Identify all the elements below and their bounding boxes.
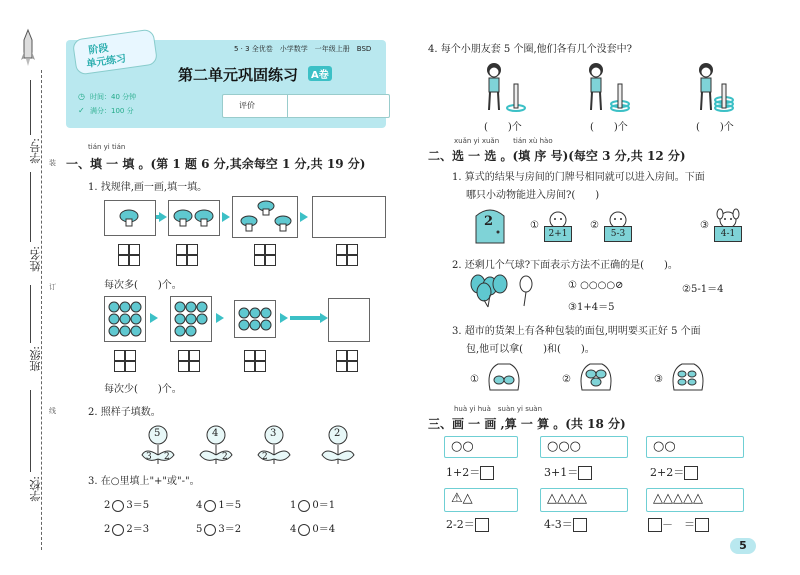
arrow-icon [150,313,158,323]
number-flower-3: 3 2 [254,425,294,465]
answer-grid[interactable] [118,244,140,266]
mushroom-icon [237,199,295,239]
student-id-label: 学号: [29,138,42,164]
s2q1-opt1-mark[interactable]: ① [530,220,539,231]
arrow-icon [222,212,230,222]
pinecone-icon [174,301,208,341]
school-line[interactable] [30,390,31,472]
animal-card-1[interactable]: 2+1 [544,208,572,244]
triangles-icon: △△△△△ [653,491,703,506]
expr-3: 2+2＝ [650,464,698,480]
number-flower-4: 2 [318,425,358,465]
circles-icon: ○○○ [547,439,582,454]
bread-opt3-mark[interactable]: ③ [654,374,663,385]
sign-item-3: 1 0＝1 [290,500,336,511]
circles-icon: ○○ [653,439,676,454]
pattern-frame-empty-2[interactable] [328,298,370,342]
answer-grid[interactable] [336,350,358,372]
bread-bag-icon[interactable] [484,360,524,394]
q4-stem: 4. 每个小朋友套 5 个圈,他们各有几个没套中? [428,44,632,55]
fold-mark-3: 线 [49,407,56,415]
q3-stem: 3. 在○里填上"+"或"-"。 [88,476,200,487]
section3-pinyin: huà yi huà suàn yi suàn [454,405,543,413]
row2-caption: 每次少( )个。 [104,384,182,395]
check-icon: ✓ [78,106,85,115]
expr-5: 4-3＝ [544,516,587,532]
animal-card-2[interactable]: 5-3 [604,208,632,244]
name-line[interactable] [30,172,31,242]
balloons-icon [468,274,538,308]
draw-box-3[interactable] [646,436,744,458]
answer-grid[interactable] [178,350,200,372]
pattern-frame-empty-1[interactable] [312,196,386,238]
answer-box[interactable] [684,466,698,480]
q4-answer-1[interactable]: ( )个 [484,122,522,133]
answer-grid[interactable] [114,350,136,372]
triangles-icon: ⚠△ [451,491,473,506]
draw-box-4[interactable] [444,488,518,512]
pinecone-icon [238,307,272,337]
number-flower-2: 4 2 [196,425,236,465]
s2q1-opt2-mark[interactable]: ② [590,220,599,231]
class-label: 班级: [29,346,42,372]
q4-answer-2[interactable]: ( )个 [590,122,628,133]
sign-circle[interactable] [204,524,216,536]
section1-title: 一、填 一 填 。(第 1 题 6 分,其余每空 1 分,共 19 分) [66,157,366,171]
answer-grid[interactable] [336,244,358,266]
s2q3-stem-1: 3. 超市的货架上有各种包装的面包,明明要买正好 5 个面 [452,326,701,337]
number-flower-1: 5 3 2 [138,425,178,465]
pattern-frame-5 [170,296,212,342]
header-badge: 阶段 单元练习 [72,28,158,75]
s2q1-stem-2: 哪只小动物能进入房间?( ) [466,190,600,201]
sign-circle[interactable] [112,524,124,536]
pattern-frame-2 [168,200,220,236]
s2q2-opt3[interactable]: ③1+4＝5 [568,302,615,313]
expr-1: 1+2＝ [446,464,494,480]
door-number: 2 [484,214,494,229]
full-score: 满分：100 分 [90,107,134,115]
school-label: 学校: [29,476,42,502]
mushroom-icon [173,209,215,231]
draw-box-2[interactable] [540,436,628,458]
arrow-icon [280,313,288,323]
version-badge: A卷 [308,66,332,81]
pattern-frame-6 [234,300,276,338]
page-number: 5 [730,538,756,554]
bread-opt1-mark[interactable]: ① [470,374,479,385]
name-label: 姓名: [29,246,42,272]
clock-icon: ◷ [78,92,85,101]
s2q2-opt2[interactable]: ②5-1＝4 [682,284,724,295]
sign-item-6: 4 0＝4 [290,524,336,535]
fold-mark-1: 装 [49,159,56,167]
circles-icon: ○○○○⊘ [580,280,624,291]
q4-answer-3[interactable]: ( )个 [696,122,734,133]
sign-item-4: 2 2＝3 [104,524,150,535]
page-title: 第二单元巩固练习 [178,66,299,84]
expr-2: 3+1＝ [544,464,592,480]
answer-box[interactable] [578,466,592,480]
sign-circle[interactable] [298,500,310,512]
pattern-frame-1 [104,200,156,236]
answer-box[interactable] [573,518,587,532]
child-figure-3 [690,60,740,116]
series-line: 5 · 3 全优卷 小学数学 一年级上册 BSD [234,45,372,53]
fold-mark-2: 订 [49,283,56,291]
row1-caption: 每次多( )个。 [104,280,182,291]
arrow-icon [159,212,167,222]
door-icon [470,206,510,244]
expr-4: 2-2＝ [446,516,489,532]
child-figure-1 [478,60,528,116]
grade-table [222,94,390,118]
answer-box[interactable] [648,518,662,532]
draw-box-6[interactable] [646,488,744,512]
sign-item-1: 2 3＝5 [104,500,150,511]
section2-pinyin: xuǎn yi xuǎn tián xù hào [454,137,553,145]
answer-grid[interactable] [244,350,266,372]
class-line[interactable] [30,285,31,343]
time-limit: 时间：40 分钟 [90,93,137,101]
pattern-frame-4 [104,296,146,342]
student-id-line[interactable] [30,80,31,135]
pinecone-icon [108,301,142,341]
section3-title: 三、画 一 画 ,算 一 算 。(共 18 分) [428,417,626,431]
mushroom-icon [119,209,139,231]
animal-card-3[interactable]: 4-1 [714,208,742,244]
draw-box-5[interactable] [540,488,628,512]
circles-icon: ○○ [451,439,474,454]
arrow-icon [216,313,224,323]
s2q1-opt3-mark[interactable]: ③ [700,220,709,231]
s2q2-opt1[interactable]: ① ○○○○⊘ [568,280,624,291]
q2-stem: 2. 照样子填数。 [88,407,161,418]
answer-box[interactable] [695,518,709,532]
sign-circle[interactable] [204,500,216,512]
q1-stem: 1. 找规律,画一画,填一填。 [88,182,208,193]
sign-circle[interactable] [298,524,310,536]
bread-opt2-mark[interactable]: ② [562,374,571,385]
s2q3-stem-2: 包,他可以拿( )和( )。 [466,344,595,355]
sign-item-5: 5 3＝2 [196,524,242,535]
bread-bag-icon[interactable] [668,360,708,394]
section2-title: 二、选 一 选 。(填 序 号)(每空 3 分,共 12 分) [428,149,686,163]
sign-item-2: 4 1＝5 [196,500,242,511]
rocket-icon [20,28,36,68]
s2q2-stem: 2. 还剩几个气球?下面表示方法不正确的是( )。 [452,260,678,271]
arrow-icon [300,212,308,222]
triangles-icon: △△△△ [547,491,587,506]
child-figure-2 [582,60,632,116]
grade-label: 评价 [239,101,255,110]
arrow-icon [320,313,328,323]
answer-box[interactable] [480,466,494,480]
header-panel [66,40,386,128]
s2q1-stem-1: 1. 算式的结果与房间的门牌号相同就可以进入房间。下面 [452,172,705,183]
sign-circle[interactable] [112,500,124,512]
section1-pinyin: tián yi tián [88,143,126,151]
answer-box[interactable] [475,518,489,532]
draw-box-1[interactable] [444,436,518,458]
expr-6: － ＝ [648,516,709,532]
answer-grid[interactable] [254,244,276,266]
answer-grid[interactable] [176,244,198,266]
grade-field[interactable] [287,95,387,117]
bread-bag-icon[interactable] [576,360,616,394]
pattern-frame-3 [232,196,298,238]
